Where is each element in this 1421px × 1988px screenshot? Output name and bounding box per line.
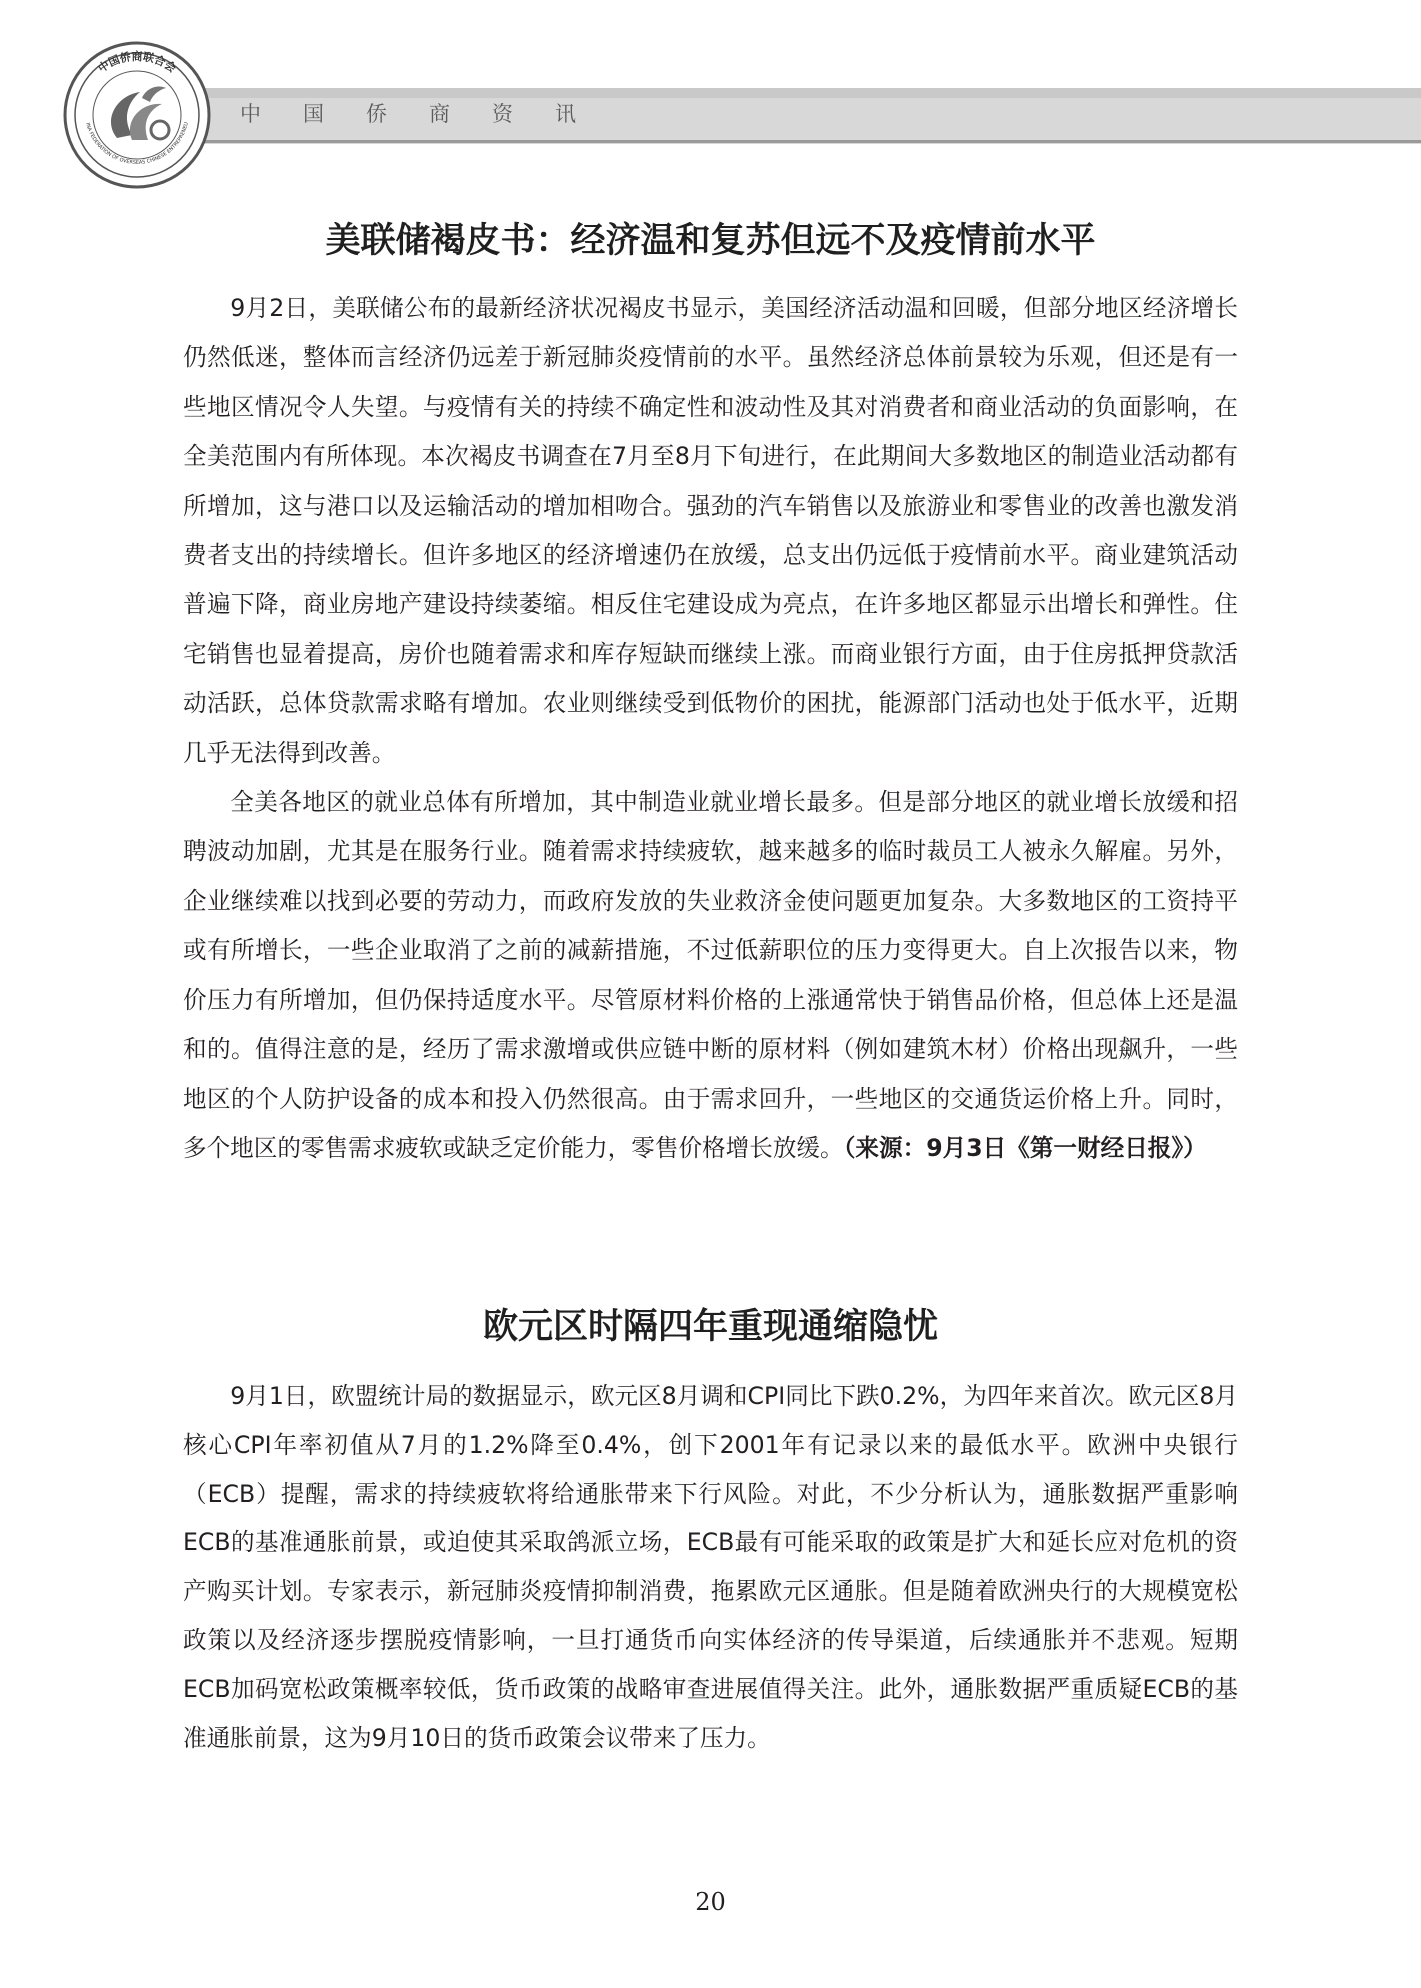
article xyxy=(183,1306,1238,1762)
article xyxy=(183,220,1238,1173)
publication-title: 中国侨商资讯 xyxy=(240,102,618,126)
article-title: 美联储褐皮书：经济温和复苏但远不及疫情前水平 xyxy=(325,221,1096,261)
paragraph-text: 全美各地区的就业总体有所增加，其中制造业就业增长最多。但是部分地区的就业增长放缓和招聘波动加剧，尤其是在服务行业。随着需求持续疲软，越来越多的临时裁员工人被永久解雇。另外，企业继续难以找到必要的劳动力，而政府发放的失业救济金使问题更加复杂。大多数地区的工资持平或有所增长，一些企业取消了之前的减薪措施，不过低薪职位的压力变得更大。自上次报告以来，物价压力有所增加，但仍保持适度水平。尽管原材料价格的上涨通常快于销售品价格，但总体上还是温和的。值得注意的是，经历了需求激增或供应链中断的原材料（例如建筑木材）价格出现飙升，一些地区的个人防护设备的成本和投入仍然很高。由于需求回升，一些地区的交通货运价格上升。同时，多个地区的零售需求疲软或缺乏定价能力，零售价格增长放缓。 xyxy=(183,788,1238,1162)
page-number: 20 xyxy=(695,1888,726,1916)
header-band-highlight xyxy=(175,88,1421,98)
article-paragraph: 9月2日，美联储公布的最新经济状况褐皮书显示，美国经济活动温和回暖，但部分地区经济增长仍然低迷，整体而言经济仍远差于新冠肺炎疫情前的水平。虽然经济总体前景较为乐观，但还是有一些地区情况令人失望。与疫情有关的持续不确定性和波动性及其对消费者和商业活动的负面影响，在全美范围内有所体现。本次褐皮书调查在7月至8月下旬进行，在此期间大多数地区的制造业活动都有所增加，这与港口以及运输活动的增加相吻合。强劲的汽车销售以及旅游业和零售业的改善也激发消费者支出的持续增长。但许多地区的经济增速仍在放缓，总支出仍远低于疫情前水平。商业建筑活动普遍下降，商业房地产建设持续萎缩。相反住宅建设成为亮点，在许多地区都显示出增长和弹性。住宅销售也显着提高，房价也随着需求和库存短缺而继续上涨。而商业银行方面，由于住房抵押贷款活动活跃，总体贷款需求略有增加。农业则继续受到低物价的困扰，能源部门活动也处于低水平，近期几乎无法得到改善。 xyxy=(183,294,1238,767)
association-emblem-icon xyxy=(62,40,212,190)
header-rule xyxy=(150,140,1421,143)
article-source: （来源：9月3日《第一财经日报》） xyxy=(843,1133,1207,1162)
article-paragraph: 9月1日，欧盟统计局的数据显示，欧元区8月调和CPI同比下跌0.2%，为四年来首次。欧元区8月核心CPI年率初值从7月的1.2%降至0.4%，创下2001年有记录以来的最低水平。欧洲中央银行（ECB）提醒，需求的持续疲软将给通胀带来下行风险。对此，不少分析认为，通胀数据严重影响ECB的基准通胀前景，或迫使其采取鸽派立场，ECB最有可能采取的政策是扩大和延长应对危机的资产购买计划。专家表示，新冠肺炎疫情抑制消费，拖累欧元区通胀。但是随着欧洲央行的大规模宽松政策以及经济逐步摆脱疫情影响，一旦打通货币向实体经济的传导渠道，后续通胀并不悲观。短期ECB加码宽松政策概率较低，货币政策的战略审查进展值得关注。此外，通胀数据严重质疑ECB的基准通胀前景，这为9月10日的货币政策会议带来了压力。 xyxy=(183,1382,1238,1752)
article-paragraph xyxy=(183,778,1238,1173)
article-title: 欧元区时隔四年重现通缩隐忧 xyxy=(482,1307,938,1347)
svg-text:CHINA FEDERATION OF OVERSEAS C: INA FEDERATION OF OVERSEAS CHINESE ENTREPRENEU xyxy=(84,121,190,166)
svg-text:中国侨商联合会: 中国侨商联合会 xyxy=(95,50,179,76)
